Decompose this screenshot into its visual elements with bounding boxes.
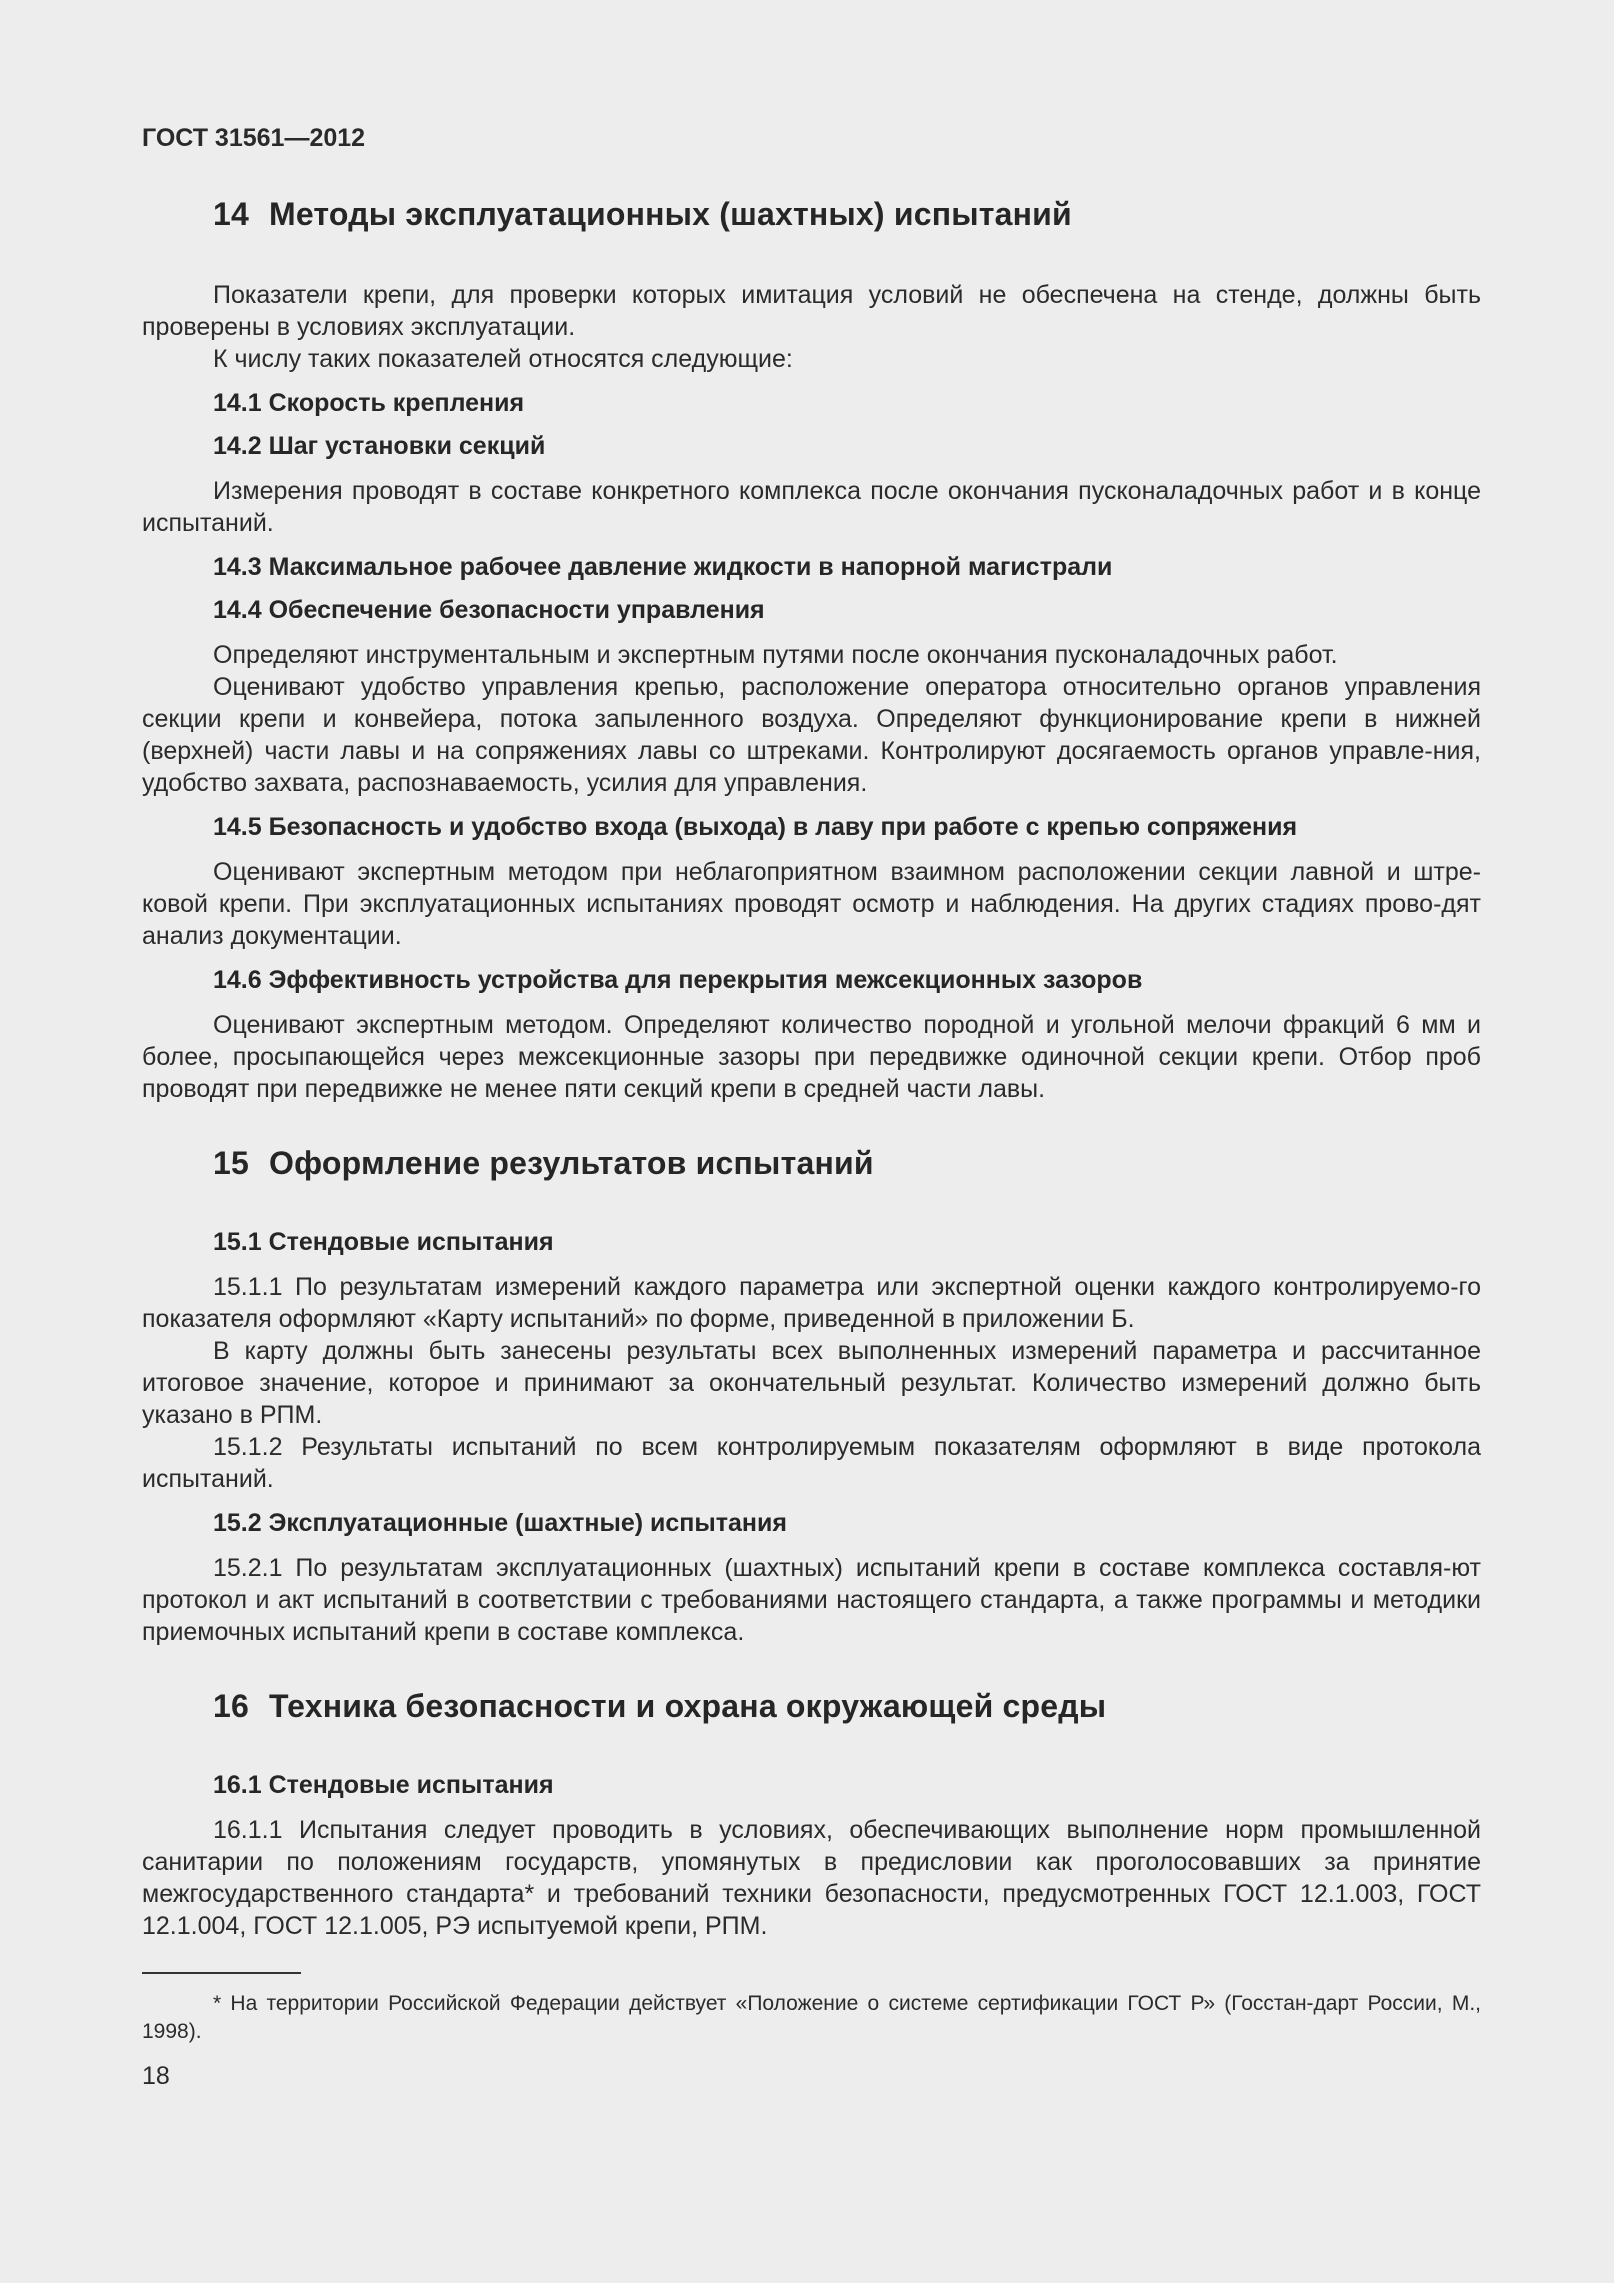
page-number: 18 bbox=[142, 2062, 170, 2090]
subsection-15-1-title: 15.1 Стендовые испытания bbox=[213, 1228, 554, 1256]
section-heading: Оформление результатов испытаний bbox=[269, 1145, 874, 1181]
section-heading: Техника безопасности и охрана окружающей среды bbox=[269, 1688, 1107, 1724]
paragraph: 15.2.1 По результатам эксплуатационных (шахтных) испытаний крепи в составе комплекса составля-ют протокол и акт испытаний в соответствии с требованиями настоящего стандарта, а также программы и методики приемочных испытаний крепи в составе комплекса. bbox=[142, 1554, 1481, 1646]
paragraph: Оценивают удобство управления крепью, расположение оператора относительно органов управления секции крепи и конвейера, потока запыленного воздуха. Определяют функционирование крепи в нижней (верхней) части лавы и на сопряжениях лавы со штреками. Контролируют досягаемость органов управле-ния, удобство захвата, распознаваемость, усилия для управления. bbox=[142, 673, 1481, 797]
subsection-16-1-title: 16.1 Стендовые испытания bbox=[213, 1771, 554, 1799]
paragraph: В карту должны быть занесены результаты всех выполненных измерений параметра и рассчитанное итоговое значение, которое и принимают за окончательный результат. Количество измерений должно быть указано в РПМ. bbox=[142, 1337, 1481, 1429]
page-content bbox=[142, 196, 1481, 2091]
footnote-divider bbox=[142, 1972, 301, 1974]
paragraph: 16.1.1 Испытания следует проводить в условиях, обеспечивающих выполнение норм промышленной санитарии по положениям государств, упомянутых в предисловии как проголосовавших за принятие межгосударственного стандарта* и требований техники безопасности, предусмотренных ГОСТ 12.1.003, ГОСТ 12.1.004, ГОСТ 12.1.005, РЭ испытуемой крепи, РПМ. bbox=[142, 1816, 1481, 1940]
subsection-14-1-title: 14.1 Скорость крепления bbox=[213, 389, 525, 417]
paragraph: К числу таких показателей относятся следующие: bbox=[213, 345, 793, 373]
section-number: 14 bbox=[213, 196, 249, 232]
paragraph: 15.1.2 Результаты испытаний по всем контролируемым показателям оформляют в виде протокола испытаний. bbox=[142, 1433, 1481, 1493]
subsection-14-3-title: 14.3 Максимальное рабочее давление жидкости в напорной магистрали bbox=[213, 553, 1113, 581]
section-15-title bbox=[142, 1145, 1481, 1182]
section-number: 15 bbox=[213, 1145, 249, 1181]
paragraph: 15.1.1 По результатам измерений каждого параметра или экспертной оценки каждого контролируемо-го показателя оформляют «Карту испытаний» по форме, приведенной в приложении Б. bbox=[142, 1273, 1481, 1333]
subsection-14-5-title: 14.5 Безопасность и удобство входа (выхода) в лаву при работе с крепью сопряжения bbox=[213, 813, 1298, 841]
footnote: * На территории Российской Федерации действует «Положение о системе сертификации ГОСТ Р» (Госстан-дарт России, М., 1998). bbox=[142, 1992, 1481, 2043]
paragraph: Измерения проводят в составе конкретного комплекса после окончания пусконаладочных работ и в конце испытаний. bbox=[142, 477, 1481, 537]
section-heading: Методы эксплуатационных (шахтных) испытаний bbox=[269, 196, 1072, 232]
paragraph: Оценивают экспертным методом при неблагоприятном взаимном расположении секции лавной и штре-ковой крепи. При эксплуатационных испытаниях проводят осмотр и наблюдения. На других стадиях прово-дят анализ документации. bbox=[142, 858, 1481, 950]
paragraph: Показатели крепи, для проверки которых имитация условий не обеспечена на стенде, должны быть проверены в условиях эксплуатации. bbox=[142, 281, 1481, 341]
subsection-15-2-title: 15.2 Эксплуатационные (шахтные) испытания bbox=[213, 1509, 787, 1537]
document-header: ГОСТ 31561—2012 bbox=[142, 124, 366, 152]
section-16-title bbox=[142, 1688, 1481, 1725]
section-14-title bbox=[142, 196, 1481, 233]
subsection-14-2-title: 14.2 Шаг установки секций bbox=[213, 432, 546, 460]
paragraph: Определяют инструментальным и экспертным путями после окончания пусконаладочных работ. bbox=[213, 641, 1338, 669]
section-number: 16 bbox=[213, 1688, 249, 1724]
paragraph: Оценивают экспертным методом. Определяют количество породной и угольной мелочи фракций 6 мм и более, просыпающейся через межсекционные зазоры при передвижке одиночной секции крепи. Отбор проб проводят при передвижке не менее пяти секций крепи в средней части лавы. bbox=[142, 1011, 1481, 1103]
subsection-14-6-title: 14.6 Эффективность устройства для перекрытия межсекционных зазоров bbox=[213, 966, 1143, 994]
subsection-14-4-title: 14.4 Обеспечение безопасности управления bbox=[213, 596, 765, 624]
